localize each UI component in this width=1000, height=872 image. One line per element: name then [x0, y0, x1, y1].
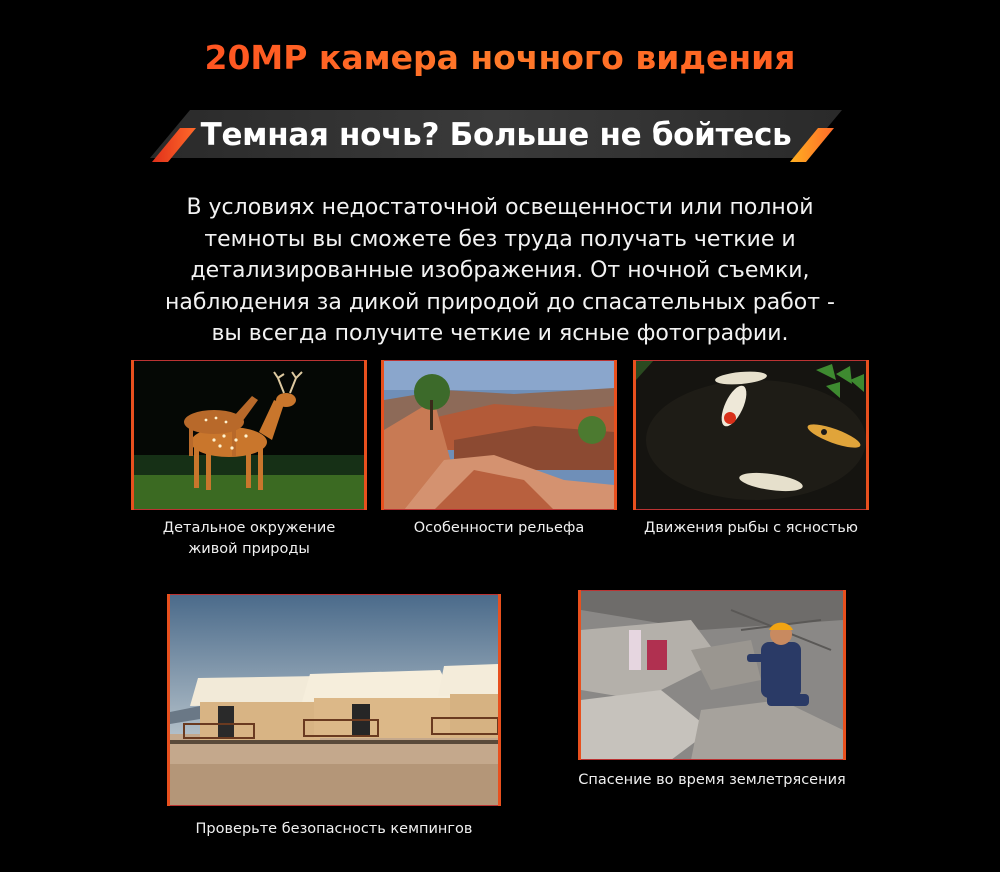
caption-rescue: Спасение во время землетрясения: [578, 772, 846, 788]
rescue-photo: [578, 590, 846, 760]
intro-paragraph: [100, 192, 900, 350]
intro-line: детализированные изображения. От ночной съемки,: [190, 258, 810, 283]
fish-photo: [633, 360, 869, 510]
intro-line: вы всегда получите четкие и ясные фотографии.: [211, 321, 789, 346]
caption-line: живой природы: [188, 541, 310, 557]
intro-line: наблюдения за дикой природой до спасательных работ -: [165, 289, 835, 315]
banner-title: Темная ночь? Больше не бойтесь: [200, 117, 792, 153]
headline-banner: [150, 108, 842, 164]
intro-line: В условиях недостаточной освещенности или полной: [186, 195, 814, 220]
caption-deer: [131, 518, 367, 560]
caption-canyon: Особенности рельефа: [413, 520, 585, 536]
canyon-photo: [381, 360, 617, 510]
intro-line: темноты вы сможете без труда получать четкие и: [204, 226, 796, 252]
caption-fish: Движения рыбы с ясностью: [644, 520, 858, 536]
page-title: 20MP камера ночного видения: [0, 38, 1000, 77]
camp-photo: [167, 594, 501, 806]
caption-line: Детальное окружение: [162, 520, 336, 536]
caption-camp: Проверьте безопасность кемпингов: [195, 821, 473, 837]
deer-photo: [131, 360, 367, 510]
